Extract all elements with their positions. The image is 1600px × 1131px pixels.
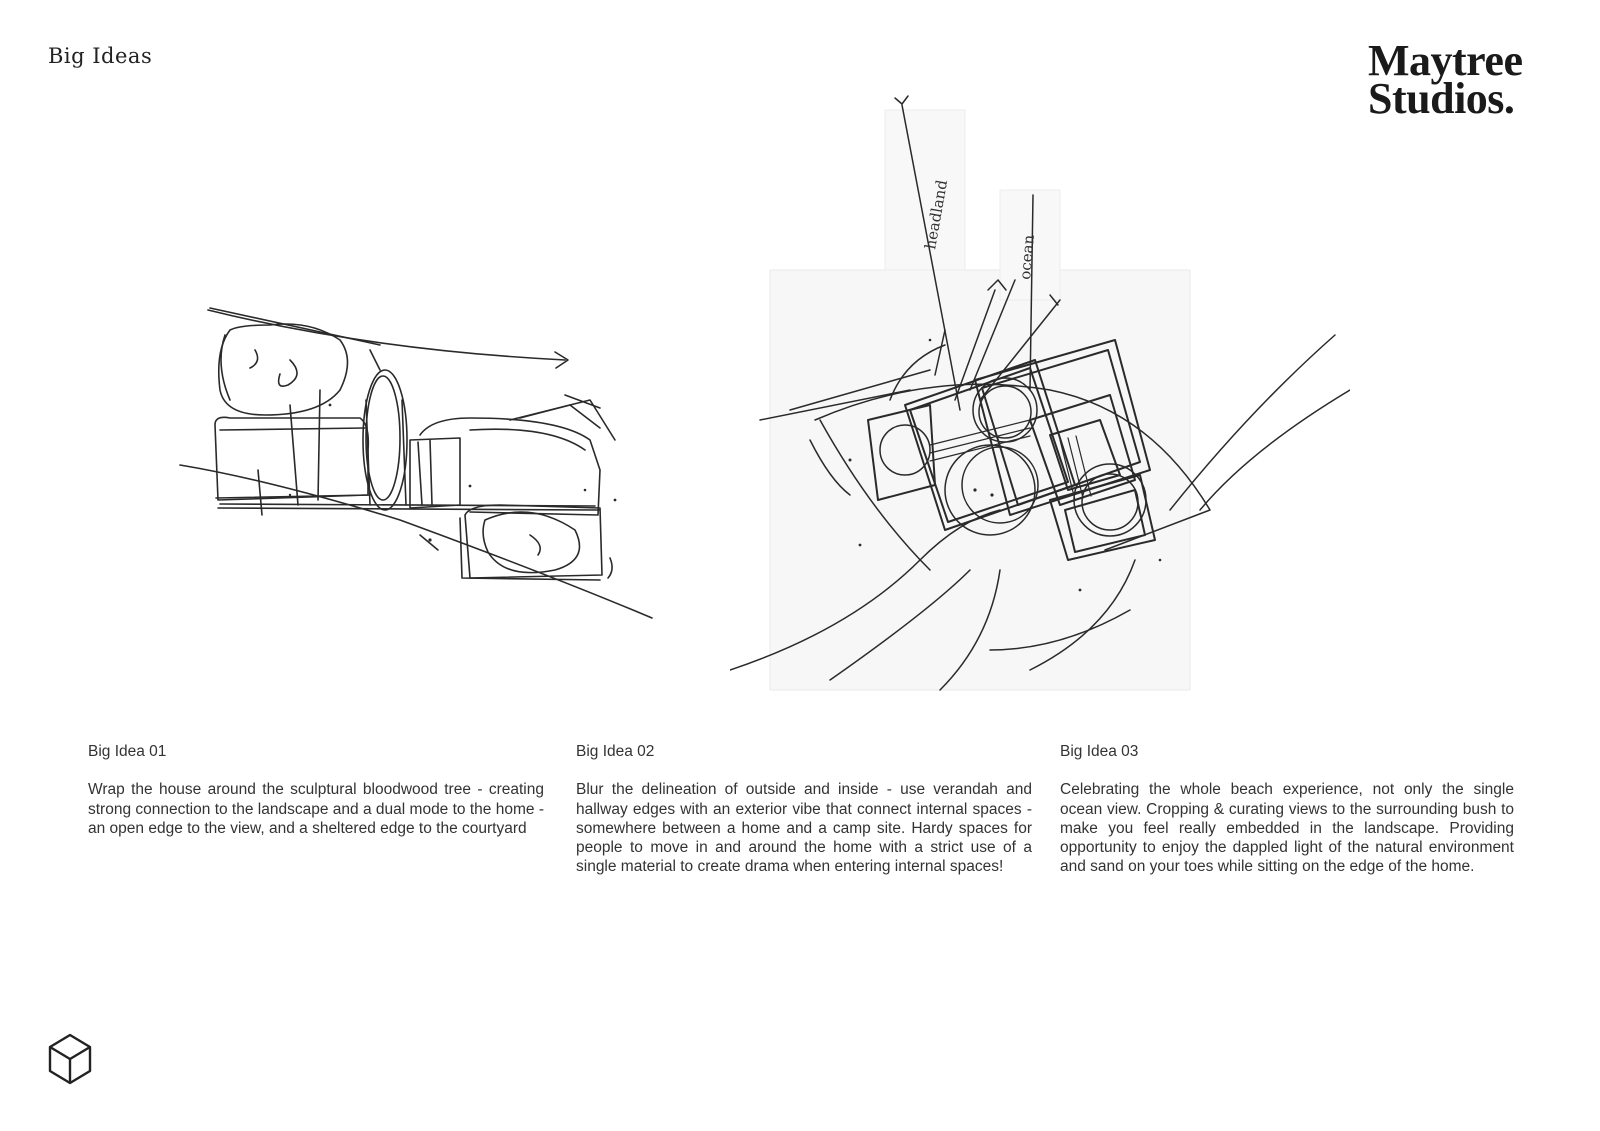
- big-idea-01-title: Big Idea 01: [88, 743, 167, 760]
- cube-logo-icon: [46, 1032, 94, 1086]
- big-idea-03-body: Celebrating the whole beach experience, not only the single ocean view. Cropping & curating views to the surrounding bush to make you feel really embedded in the landscape. Providing opportunity to enjoy the dappled light of the natural environment and sand on your toes while sitting on the edge of the home.: [1060, 781, 1514, 876]
- annotation-ocean: ocean: [1016, 234, 1038, 281]
- big-idea-01: [88, 742, 544, 838]
- brand-line-1: Maytree: [1368, 36, 1523, 85]
- big-idea-02-body: Blur the delineation of outside and inside - use verandah and hallway edges with an exterior vibe that connect internal spaces - somewhere between a home and a camp site. Hardy spaces for people to move in and around the home with a strict use of a single material to create drama when entering internal spaces!: [576, 781, 1032, 876]
- sketch-big-idea-02: [730, 90, 1350, 700]
- brand-line-2: Studios.: [1368, 74, 1515, 123]
- page-title: Big Ideas: [48, 44, 153, 68]
- big-idea-02-title: Big Idea 02: [576, 743, 655, 760]
- big-idea-03-title: Big Idea 03: [1060, 743, 1139, 760]
- brand-logo: [1368, 36, 1523, 123]
- big-idea-03: [1060, 742, 1514, 877]
- big-idea-02: [576, 742, 1032, 877]
- annotation-headland: headland: [921, 178, 952, 251]
- big-idea-01-body: Wrap the house around the sculptural bloodwood tree - creating strong connection to the landscape and a dual mode to the home - an open edge to the view, and a sheltered edge to the courtyard: [88, 781, 544, 837]
- sketch-big-idea-01: [170, 290, 670, 630]
